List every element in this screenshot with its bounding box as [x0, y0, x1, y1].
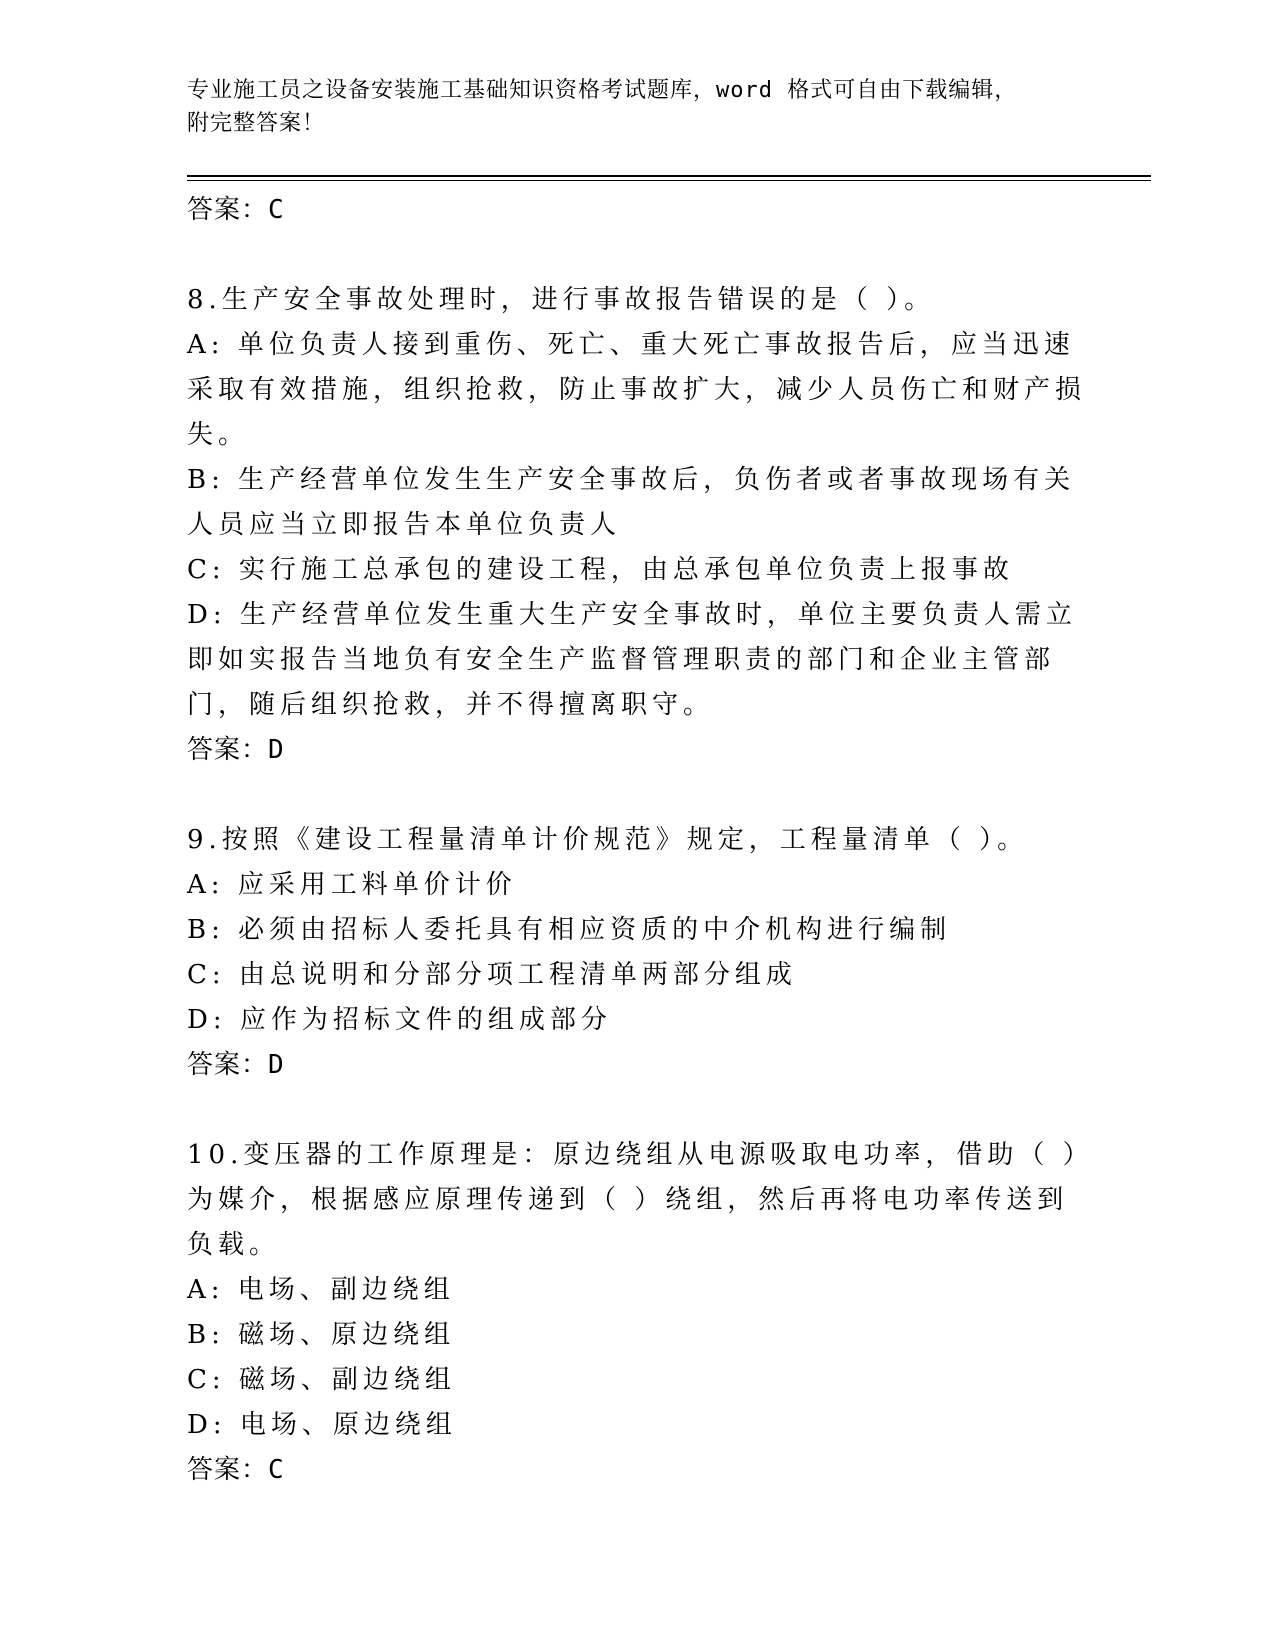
answer-label: 答案： — [187, 1050, 269, 1080]
option-b: B: 必须由招标人委托具有相应资质的中介机构进行编制 — [187, 915, 952, 945]
previous-answer — [187, 188, 1087, 233]
option-c: C: 实行施工总承包的建设工程，由总承包单位负责上报事故 — [187, 555, 1014, 585]
answer-label: 答案： — [187, 1455, 269, 1485]
option-c: C: 由总说明和分部分项工程清单两部分组成 — [187, 960, 797, 990]
document-body — [187, 188, 1087, 1493]
header-line-1: 专业施工员之设备安装施工基础知识资格考试题库，word 格式可自由下载编辑， — [187, 78, 1018, 103]
answer-label: 答案： — [187, 735, 269, 765]
option-a: A: 应采用工料单价计价 — [187, 870, 517, 900]
answer-value: C — [268, 1455, 285, 1485]
option-c: C: 磁场、副边绕组 — [187, 1365, 456, 1395]
option-d: D: 电场、原边绕组 — [187, 1410, 457, 1440]
question-answer — [187, 1043, 1087, 1088]
spacer — [187, 1088, 1087, 1133]
question-text: 9.按照《建设工程量清单计价规范》规定，工程量清单（ ）。 — [187, 825, 1029, 855]
question-10 — [187, 1133, 1087, 1493]
question-8 — [187, 278, 1087, 773]
question-text: 8.生产安全事故处理时，进行事故报告错误的是（ ）。 — [187, 285, 936, 315]
option-b: B: 磁场、原边绕组 — [187, 1320, 456, 1350]
option-d: D: 应作为招标文件的组成部分 — [187, 1005, 612, 1035]
option-b: B: 生产经营单位发生生产安全事故后，负伤者或者事故现场有关人员应当立即报告本单位负责人 — [187, 465, 1076, 540]
header-line-2: 附完整答案！ — [187, 111, 326, 136]
spacer — [187, 773, 1087, 818]
header-divider-thin — [187, 180, 1151, 181]
option-d: D: 生产经营单位发生重大生产安全事故时，单位主要负责人需立即如实报告当地负有安全生产监督管理职责的部门和企业主管部门，随后组织抢救，并不得擅离职守。 — [187, 600, 1077, 720]
option-a: A: 单位负责人接到重伤、死亡、重大死亡事故报告后，应当迅速采取有效措施，组织抢救，防止事故扩大，减少人员伤亡和财产损失。 — [187, 330, 1087, 450]
document-header — [187, 74, 1067, 140]
question-answer — [187, 728, 1087, 773]
option-a: A: 电场、副边绕组 — [187, 1275, 455, 1305]
question-text: 10.变压器的工作原理是：原边绕组从电源吸取电功率，借助（ ）为媒介，根据感应原理传递到（ ）绕组，然后再将电功率传送到负载。 — [187, 1140, 1081, 1260]
header-divider-thick — [187, 175, 1151, 177]
answer-value: C — [268, 195, 285, 225]
question-answer — [187, 1448, 1087, 1493]
answer-value: D — [268, 1050, 285, 1080]
question-9 — [187, 818, 1087, 1088]
answer-label: 答案： — [187, 195, 269, 225]
answer-value: D — [268, 735, 285, 765]
spacer — [187, 233, 1087, 278]
